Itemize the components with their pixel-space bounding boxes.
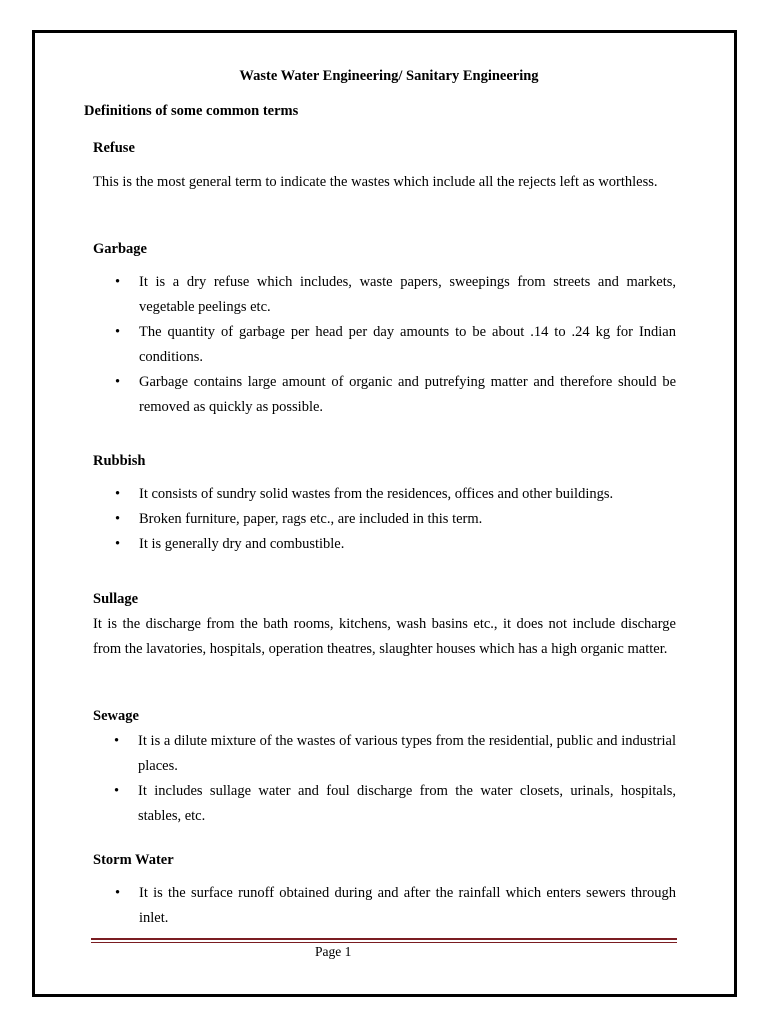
list-item: • Garbage contains large amount of organic and putrefying matter and therefore should be removed as quickly as possible. bbox=[93, 370, 676, 420]
refuse-paragraph: This is the most general term to indicate the wastes which include all the rejects left as worthless. bbox=[93, 174, 658, 190]
heading-sullage: Sullage bbox=[93, 591, 139, 607]
document-title: Waste Water Engineering/ Sanitary Engineering bbox=[239, 68, 539, 84]
list-item: • Broken furniture, paper, rags etc., are included in this term. bbox=[93, 507, 676, 532]
list-item: • It includes sullage water and foul discharge from the water closets, urinals, hospitals, stables, etc. bbox=[93, 779, 676, 829]
list-item: • The quantity of garbage per head per day amounts to be about .14 to .24 kg for Indian conditions. bbox=[93, 320, 676, 370]
footer-rule bbox=[91, 938, 677, 943]
bullet-icon: • bbox=[115, 274, 121, 290]
list-item: • It is generally dry and combustible. bbox=[93, 532, 676, 557]
heading-storm-water: Storm Water bbox=[93, 852, 174, 868]
bullet-icon: • bbox=[115, 374, 121, 390]
sullage-paragraph: It is the discharge from the bath rooms, kitchens, wash basins etc., it does not include discharge from the lavatories, hospitals, operation theatres, slaughter houses which has a high organic matter. bbox=[93, 616, 676, 657]
list-item: • It consists of sundry solid wastes from the residences, offices and other buildings. bbox=[93, 482, 676, 507]
bullet-icon: • bbox=[115, 324, 121, 340]
page-number: Page 1 bbox=[315, 944, 352, 959]
section-subtitle: Definitions of some common terms bbox=[84, 103, 299, 119]
bullet-icon: • bbox=[114, 733, 120, 749]
sewage-list bbox=[93, 729, 676, 829]
bullet-icon: • bbox=[114, 783, 120, 799]
heading-rubbish: Rubbish bbox=[93, 453, 146, 469]
bullet-icon: • bbox=[115, 536, 121, 552]
garbage-list bbox=[93, 270, 676, 420]
heading-garbage: Garbage bbox=[93, 241, 147, 257]
list-item: • It is the surface runoff obtained during and after the rainfall which enters sewers through inlet. bbox=[93, 881, 676, 931]
bullet-icon: • bbox=[115, 486, 121, 502]
bullet-icon: • bbox=[115, 885, 121, 901]
list-item: • It is a dilute mixture of the wastes of various types from the residential, public and industrial places. bbox=[93, 729, 676, 779]
rubbish-list bbox=[93, 482, 676, 557]
list-item: • It is a dry refuse which includes, waste papers, sweepings from streets and markets, vegetable peelings etc. bbox=[93, 270, 676, 320]
heading-sewage: Sewage bbox=[93, 708, 139, 724]
storm-water-list bbox=[93, 881, 676, 931]
heading-refuse: Refuse bbox=[93, 140, 135, 156]
bullet-icon: • bbox=[115, 511, 121, 527]
